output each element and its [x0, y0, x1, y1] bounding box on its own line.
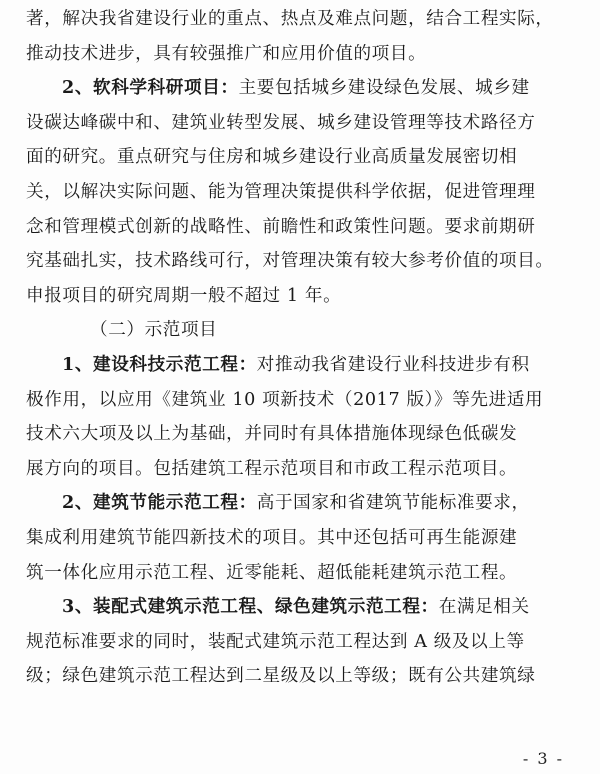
text-line: [26, 417, 586, 452]
text-span: 关，以解决实际问题、能为管理决策提供科学依据，促进管理理: [26, 181, 536, 202]
text-line: [26, 106, 586, 141]
text-span: 技术六大项及以上为基础，并同时有具体措施体现绿色低碳发: [26, 424, 518, 445]
item-heading: 2、软科学科研项目：: [62, 77, 239, 99]
text-line: [26, 659, 586, 694]
text-line: [26, 590, 586, 625]
section-heading: [26, 313, 586, 348]
text-span: （二）示范项目: [90, 320, 218, 341]
text-line: [26, 244, 586, 279]
text-line: [26, 556, 586, 591]
text-line: [26, 140, 586, 175]
page-number: - 3 -: [522, 749, 564, 768]
text-line: [26, 452, 586, 487]
text-span: 极作用，以应用《建筑业 10 项新技术（2017 版）》等先进适用: [26, 389, 544, 410]
text-span: 级；绿色建筑示范工程达到二星级及以上等级；既有公共建筑绿: [26, 666, 536, 687]
text-span: 主要包括城乡建设绿色发展、城乡建: [238, 78, 530, 99]
text-span: 念和管理模式创新的战略性、前瞻性和政策性问题。要求前期研: [26, 216, 536, 237]
text-line: [26, 37, 586, 72]
item-heading: 3、装配式建筑示范工程、绿色建筑示范工程：: [62, 596, 439, 618]
text-span: 在满足相关: [438, 597, 530, 618]
text-span: 展方向的项目。包括建筑工程示范项目和市政工程示范项目。: [26, 458, 518, 479]
text-line: [26, 2, 586, 37]
text-line: [26, 625, 586, 660]
text-span: 面的研究。重点研究与住房和城乡建设行业高质量发展密切相: [26, 147, 518, 168]
text-line: [26, 348, 586, 383]
text-line: [26, 486, 586, 521]
text-line: [26, 71, 586, 106]
text-span: 高于国家和省建筑节能标准要求，: [256, 493, 530, 514]
text-line: [26, 279, 586, 314]
text-span: 著，解决我省建设行业的重点、热点及难点问题，结合工程实际，: [26, 9, 554, 29]
text-span: 究基础扎实，技术路线可行，对管理决策有较大参考价值的项目。: [26, 251, 554, 272]
text-line: [26, 210, 586, 245]
text-line: [26, 521, 586, 556]
text-span: 设碳达峰碳中和、建筑业转型发展、城乡建设管理等技术路径方: [26, 112, 536, 133]
text-span: 集成利用建筑节能四新技术的项目。其中还包括可再生能源建: [26, 527, 518, 548]
text-line: [26, 175, 586, 210]
document-body: [26, 2, 586, 694]
text-span: 申报项目的研究周期一般不超过 1 年。: [26, 285, 342, 306]
text-span: 推动技术进步，具有较强推广和应用价值的项目。: [26, 43, 427, 64]
text-span: 筑一体化应用示范工程、近零能耗、超低能耗建筑示范工程。: [26, 562, 518, 583]
text-span: 规范标准要求的同时，装配式建筑示范工程达到 A 级及以上等: [26, 631, 525, 652]
text-line: [26, 383, 586, 418]
item-heading: 1、建设科技示范工程：: [62, 353, 257, 375]
item-heading: 2、建筑节能示范工程：: [62, 492, 257, 514]
text-span: 对推动我省建设行业科技进步有积: [256, 354, 530, 375]
